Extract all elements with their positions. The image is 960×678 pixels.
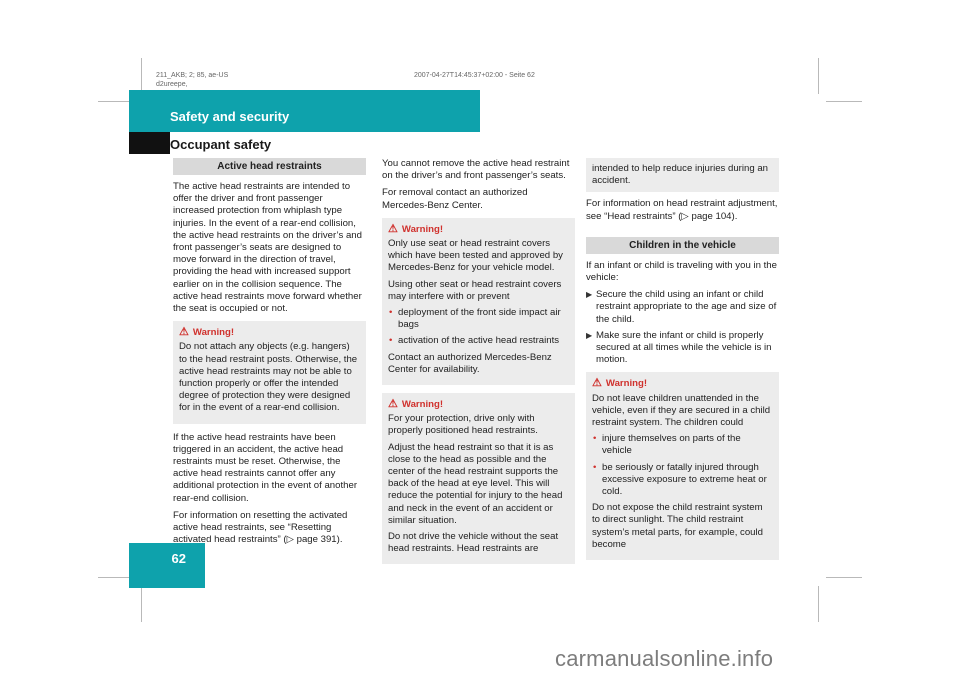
paragraph: For removal contact an authorized Mercedes-Benz Center. — [382, 187, 528, 211]
list-item — [388, 335, 569, 347]
warning-title — [179, 326, 360, 339]
list-item — [388, 307, 569, 331]
paragraph: For information on resetting the activated active head restraints, see “Resetting activated head restraints” (▷ page 391). — [173, 509, 348, 546]
list-item — [592, 433, 773, 457]
watermark: carmanualsonline.info — [555, 646, 774, 671]
column-2 — [382, 158, 575, 572]
warning-text: Do not expose the child restraint system to direct sunlight. The child restraint system’s metal parts, for example, could become — [592, 502, 763, 550]
list-item-text: activation of the active head restraints — [398, 335, 560, 347]
file-info-line1: 211_AKB; 2; 85, ae-US — [156, 72, 229, 79]
warning-title-text: Warning! — [192, 327, 235, 339]
warning-title-text: Warning! — [401, 223, 444, 235]
header-marker — [129, 132, 170, 154]
warning-text: Do not drive the vehicle without the seat head restraints. Head restraints are — [388, 531, 559, 555]
warning-text: Do not attach any objects (e.g. hangers) to the head restraint posts. Otherwise, the active head restraints may not be able to function properly or offer the intended degree of protection they were designed for in the event of a rear-end collision. — [179, 341, 358, 414]
warning-box — [586, 372, 779, 560]
crop-mark — [826, 577, 862, 578]
bullet-icon: • — [593, 433, 597, 445]
warning-icon: ⚠ — [592, 377, 602, 390]
step-text: Secure the child using an infant or child restraint appropriate to the age and size of the child. — [596, 289, 777, 325]
list-item-text: be seriously or fatally injured through excessive exposure to extreme heat or cold. — [602, 461, 767, 498]
crop-mark — [826, 101, 862, 102]
warning-title-text: Warning! — [605, 378, 648, 390]
paragraph: For information on head restraint adjustment, see “Head restraints” (▷ page 104). — [586, 198, 778, 222]
section-title: Safety and security — [170, 109, 290, 124]
warning-icon: ⚠ — [388, 222, 398, 235]
instruction-step — [586, 289, 779, 326]
page-number: 62 — [171, 551, 186, 566]
arrow-icon: ▶ — [586, 290, 593, 300]
step-text: Make sure the infant or child is properly secured at all times while the vehicle is in motion. — [596, 329, 772, 366]
column-3 — [586, 158, 779, 568]
file-timestamp: 2007-04-27T14:45:37+02:00 - Seite 62 — [414, 72, 535, 79]
warning-title — [388, 398, 569, 411]
arrow-icon: ▶ — [586, 330, 593, 340]
warning-text: Adjust the head restraint so that it is as close to the head as possible and the center of the head restraint supports the back of the head at eye level. This will reduce the potential for injury to the head and neck in the event of an accident or similar situation. — [388, 441, 563, 526]
paragraph: The active head restraints are intended to offer the driver and front passenger increased protection from whiplash type injuries. In the event of a rear-end collision, the active head restraints on the driver’s and front passenger’s seats are designed to move forward in the direction of travel, providing the head with increased support earlier on in the collision sequence. The active head restraints move forward whether the seat is occupied or not. — [173, 181, 362, 315]
warning-text: Only use seat or head restraint covers which have been tested and approved by Mercedes-Benz for your vehicle model. — [388, 238, 563, 274]
warning-box — [382, 218, 575, 385]
warning-text: Do not leave children unattended in the vehicle, even if they are secured in a child restraint system. The children could — [592, 392, 771, 429]
bullet-icon: • — [593, 461, 597, 473]
subsection-title: Occupant safety — [170, 137, 272, 152]
warning-text: Contact an authorized Mercedes-Benz Center for availability. — [388, 351, 552, 375]
warning-box — [173, 321, 366, 423]
section-heading: Children in the vehicle — [586, 237, 779, 254]
warning-title — [592, 377, 773, 390]
paragraph: You cannot remove the active head restraint on the driver’s and front passenger’s seats. — [382, 158, 570, 182]
warning-continuation — [586, 158, 779, 192]
column-1 — [173, 158, 366, 551]
warning-icon: ⚠ — [388, 398, 398, 411]
crop-mark — [141, 586, 142, 622]
paragraph: If the active head restraints have been triggered in an accident, the active head restraints must be reset. Otherwise, the active head restraints cannot offer any additional protection in the event of another rear-end collision. — [173, 431, 358, 504]
list-item-text: deployment of the front side impact air bags — [398, 307, 561, 331]
list-item-text: injure themselves on parts of the vehicle — [602, 433, 741, 457]
warning-title-text: Warning! — [401, 399, 444, 411]
crop-mark — [818, 586, 819, 622]
crop-mark — [141, 58, 142, 94]
section-heading: Active head restraints — [173, 158, 366, 175]
warning-text: intended to help reduce injuries during an accident. — [592, 163, 769, 187]
warning-icon: ⚠ — [179, 326, 189, 339]
crop-mark — [818, 58, 819, 94]
warning-text: For your protection, drive only with properly positioned head restraints. — [388, 413, 538, 437]
bullet-icon: • — [389, 335, 393, 347]
warning-box — [382, 393, 575, 564]
file-info-line2: d2ureepe, — [156, 81, 188, 88]
file-info — [156, 71, 228, 89]
bullet-icon: • — [389, 307, 393, 319]
instruction-step — [586, 330, 779, 367]
paragraph: If an infant or child is traveling with you in the vehicle: — [586, 259, 777, 284]
list-item — [592, 462, 773, 499]
warning-title — [388, 223, 569, 236]
warning-text: Using other seat or head restraint covers may interfere with or prevent — [388, 278, 562, 302]
